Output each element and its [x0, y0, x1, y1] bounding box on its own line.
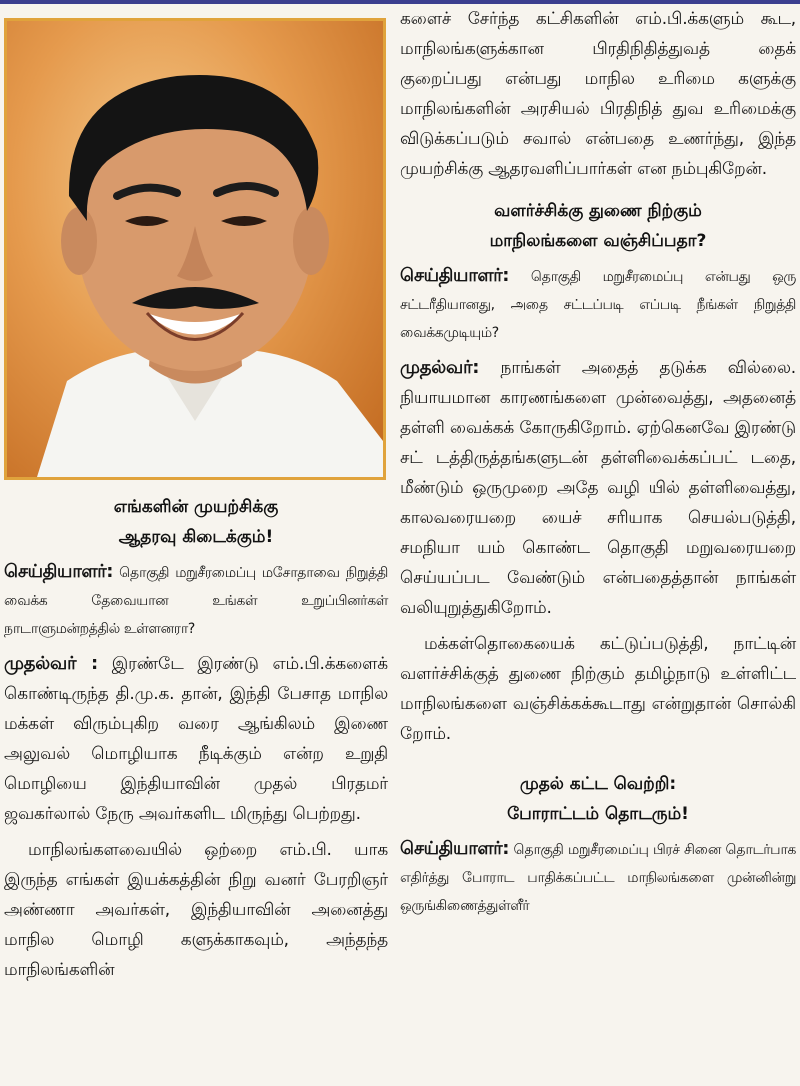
- body-paragraph: மக்கள்தொகையைக் கட்டுப்படுத்தி, நாட்டின் வளர்ச்சிக்குத் துணை நிற்கும் தமிழ்நாடு உள்ளிட்ட மாநிலங்களை வஞ்சிக்கக்கூடாது என்றுதான் சொல்கி றோம்.: [400, 634, 796, 744]
- speaker-label: செய்தியாளர்:: [4, 561, 114, 582]
- section-headline: [400, 769, 796, 829]
- newspaper-page: [0, 4, 800, 1086]
- headline-line-2: மாநிலங்களை வஞ்சிப்பதா?: [489, 231, 707, 251]
- answer-text: இரண்டே இரண்டு எம்.பி.க்களைக் கொண்டிருந்த தி.மு.க. தான், இந்தி பேசாத மாநில மக்கள் விரும்புகிற வரை ஆங்கிலம் இணை அலுவல் மொழியாக நீடிக்கும் என்ற உறுதி மொழியை இந்தியாவின் முதல் பிரதமர் ஜவகர்லால் நேரு அவர்களிட மிருந்து பெற்றது.: [4, 654, 388, 824]
- portrait-photo: [4, 18, 386, 480]
- reporter-question: [400, 262, 796, 347]
- headline-line-2: போராட்டம் தொடரும்!: [507, 804, 689, 824]
- question-text: தொகுதி மறுசீரமைப்பு என்பது ஒரு சட்டரீதியானது, அதை சட்டப்படி எப்படி நீங்கள் நிறுத்தி வைக்கமுடியும்?: [400, 269, 796, 341]
- reporter-question: [400, 835, 796, 920]
- body-paragraph: களைச் சேர்ந்த கட்சிகளின் எம்.பி.க்களும் கூட, மாநிலங்களுக்கான பிரதிநிதித்துவத் தைக் குறைப்பது என்பது மாநில உரிமை களுக்கு மாநிலங்களின் அரசியல் பிரதிநித் துவ உரிமைக்கு விடுக்கப்படும் சவால் என்பதை உணர்ந்து, இந்த முயற்சிக்கு ஆதரவளிப்பார்கள் என நம்புகிறேன்.: [400, 9, 796, 179]
- left-column: [4, 18, 388, 985]
- portrait-illustration: [7, 21, 383, 477]
- section-headline: [400, 196, 796, 256]
- question-text: தொகுதி மறுசீரமைப்பு பிரச் சினை தொடர்பாக எதிர்த்து போராட பாதிக்கப்பட்ட மாநிலங்களை முன்னின்று ஒருங்கிணைத்துள்ளீர்: [400, 842, 796, 914]
- section-headline: [4, 492, 388, 552]
- headline-line-1: வளர்ச்சிக்கு துணை நிற்கும்: [494, 201, 702, 221]
- speaker-label: முதல்வர்:: [400, 357, 480, 378]
- body-paragraph: மாநிலங்களவையில் ஒற்றை எம்.பி. யாக இருந்த எங்கள் இயக்கத்தின் நிறு வனர் பேரறிஞர் அண்ணா அவர்கள், இந்தியாவின் அனைத்து மாநில மொழி களுக்காகவும், அந்தந்த மாநிலங்களின்: [4, 840, 388, 980]
- speaker-label: முதல்வர் :: [4, 653, 98, 674]
- cm-answer: [4, 649, 388, 829]
- speaker-label: செய்தியாளர்:: [400, 838, 510, 859]
- answer-text: நாங்கள் அதைத் தடுக்க வில்லை. நியாயமான காரணங்களை முன்வைத்து, அதனைத் தள்ளி வைக்கக் கோருகிறோம். ஏற்கெனவே இரண்டு சட் டத்திருத்தங்களுடன் தள்ளிவைக்கப்பட் டதை, மீண்டும் ஒருமுறை அதே வழி யில் தள்ளிவைத்து, காலவரையறை யைச் சரியாக செயல்படுத்தி, சமநியா யம் கொண்ட தொகுதி மறுவரையறை செய்யப்பட வேண்டும் என்பதைத்தான் நாங்கள் வலியுறுத்துகிறோம்.: [400, 358, 796, 618]
- cm-answer: [400, 353, 796, 623]
- headline-line-2: ஆதரவு கிடைக்கும்!: [118, 527, 274, 547]
- right-column: [400, 4, 796, 920]
- question-text: தொகுதி மறுசீரமைப்பு மசோதாவை நிறுத்தி வைக்க தேவையான உங்கள் உறுப்பினர்கள் நாடாளுமன்றத்தில் உள்ளனரா?: [4, 565, 388, 637]
- reporter-question: [4, 558, 388, 643]
- headline-line-1: எங்களின் முயற்சிக்கு: [113, 497, 279, 517]
- headline-line-1: முதல் கட்ட வெற்றி:: [519, 774, 677, 794]
- speaker-label: செய்தியாளர்:: [400, 265, 510, 286]
